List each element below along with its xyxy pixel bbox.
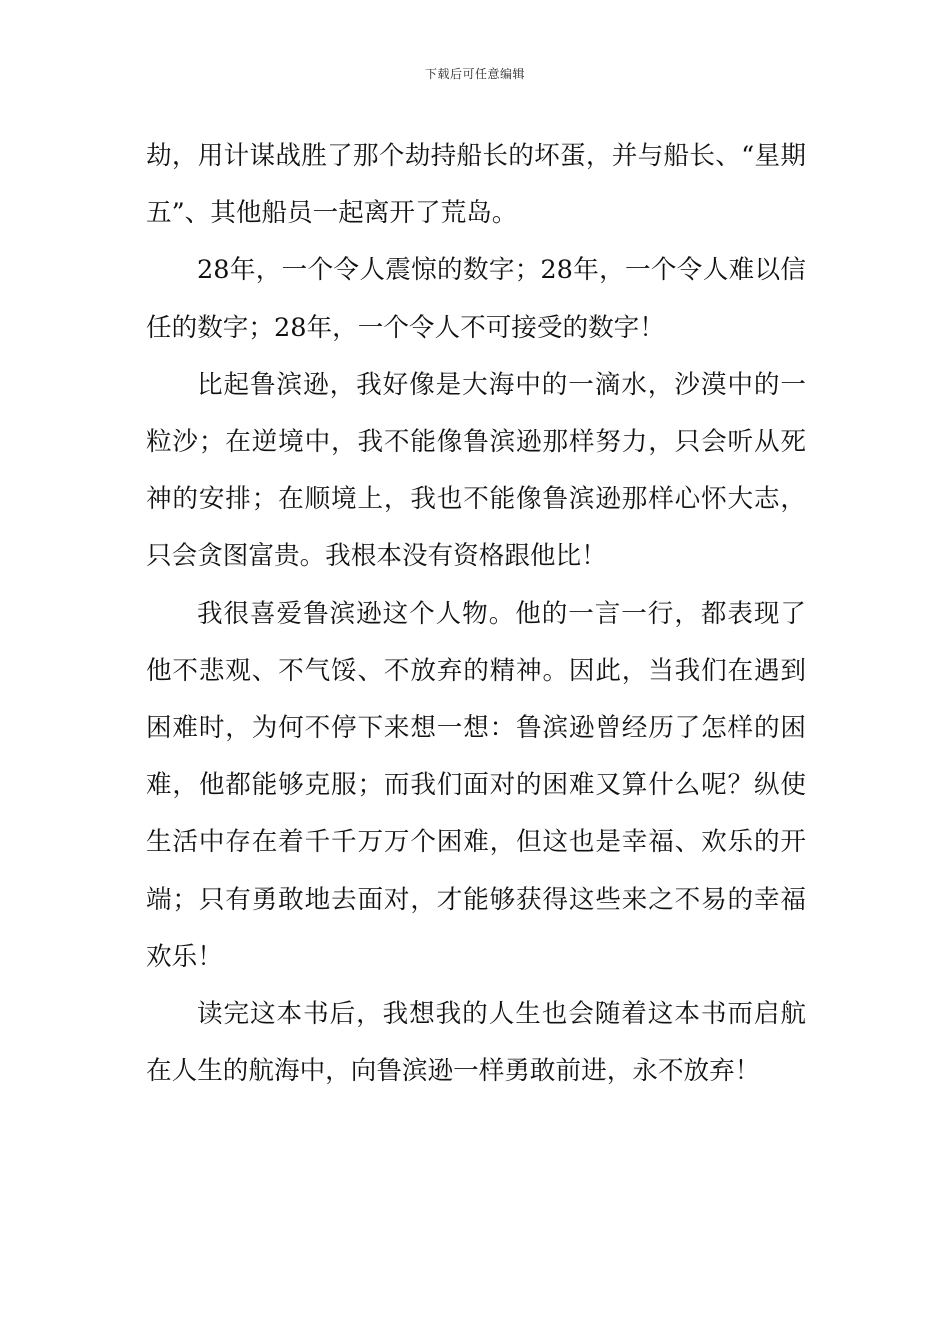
paragraph-4: 我很喜爱鲁滨逊这个人物。他的一言一行，都表现了他不悲观、不气馁、不放弃的精神。因此，当我们在遇到困难时，为何不停下来想一想：鲁滨逊曾经历了怎样的困难，他都能够克服；而我们面对的困难又算什么呢？纵使生活中存在着千千万万个困难，但这也是幸福、欢乐的开端；只有勇敢地去面对，才能够获得这些来之不易的幸福欢乐！ [146,598,806,972]
page-header: 下载后可任意编辑 [424,67,525,81]
document-body [146,128,806,1100]
paragraph-3: 比起鲁滨逊，我好像是大海中的一滴水，沙漠中的一粒沙；在逆境中，我不能像鲁滨逊那样努力，只会听从死神的安排；在顺境上，我也不能像鲁滨逊那样心怀大志，只会贪图富贵。我根本没有资格跟他比！ [146,369,806,572]
paragraph-2: 28年，一个令人震惊的数字；28年，一个令人难以信任的数字；28年，一个令人不可接受的数字！ [146,255,806,343]
paragraph-1: 劫，用计谋战胜了那个劫持船长的坏蛋，并与船长、“星期五”、其他船员一起离开了荒岛。 [146,141,806,229]
paragraph-5: 读完这本书后，我想我的人生也会随着这本书而启航在人生的航海中，向鲁滨逊一样勇敢前进，永不放弃！ [146,999,806,1087]
